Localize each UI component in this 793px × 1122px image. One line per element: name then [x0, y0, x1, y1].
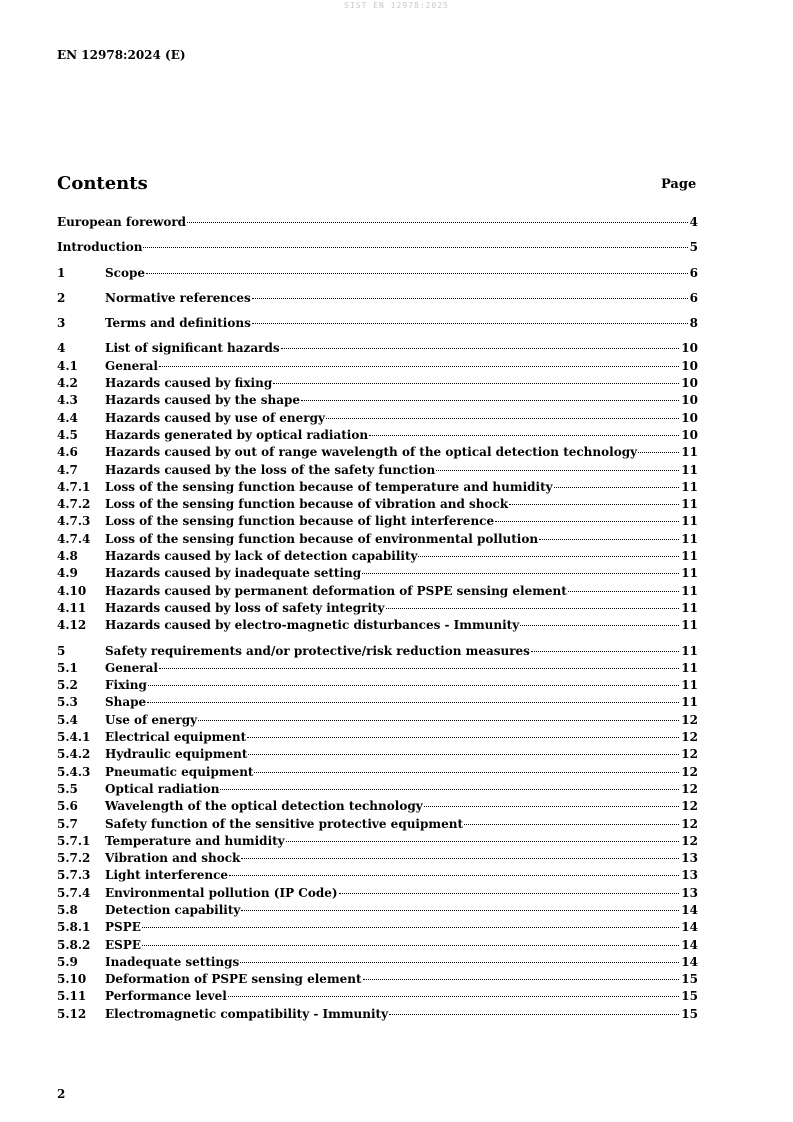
document-id: EN 12978:2024 (E) [57, 48, 186, 62]
toc-entry[interactable] [57, 531, 698, 548]
toc-entry-page: 10 [681, 393, 698, 408]
dot-leader [241, 910, 679, 911]
dot-leader [539, 539, 679, 540]
dot-leader [568, 591, 679, 592]
toc-entry-page: 11 [681, 514, 698, 529]
toc-entry[interactable] [57, 479, 698, 496]
page-number: 2 [57, 1087, 66, 1101]
toc-entry[interactable] [57, 902, 698, 919]
toc-entry[interactable] [57, 375, 698, 392]
toc-entry-page: 15 [681, 1006, 698, 1021]
toc-entry[interactable] [57, 410, 698, 427]
toc-entry-title: Hazards caused by lack of detection capability [105, 549, 418, 564]
toc-entry[interactable] [57, 971, 698, 988]
toc-entry-page: 14 [681, 937, 698, 952]
dot-leader [369, 435, 679, 436]
dot-leader [638, 452, 679, 453]
toc-entry[interactable] [57, 746, 698, 763]
toc-entry-title: Safety requirements and/or protective/risk reduction measures [105, 643, 530, 658]
dot-leader [146, 273, 688, 274]
toc-entry[interactable] [57, 712, 698, 729]
dot-leader [198, 720, 679, 721]
toc-entry-number: 5.4.3 [57, 764, 91, 779]
toc-entry-page: 14 [681, 920, 698, 935]
toc-entry-page: 13 [681, 885, 698, 900]
toc-entry-number: 4.8 [57, 549, 78, 564]
toc-entry-number: 4.10 [57, 583, 87, 598]
toc-entry[interactable] [57, 1006, 698, 1023]
toc-entry-number: 3 [57, 316, 66, 331]
toc-entry-number: 4.4 [57, 410, 78, 425]
toc-entry[interactable] [57, 988, 698, 1005]
toc-entry[interactable] [57, 239, 698, 256]
toc-entry-page: 11 [681, 600, 698, 615]
toc-entry-page: 12 [681, 747, 698, 762]
toc-entry-title: List of significant hazards [105, 341, 280, 356]
toc-entry-page: 11 [681, 643, 698, 658]
toc-entry-title: Hazards caused by use of energy [105, 410, 325, 425]
dot-leader [142, 945, 679, 946]
dot-leader [229, 875, 679, 876]
dot-leader [240, 962, 679, 963]
toc-entry-page: 10 [681, 358, 698, 373]
toc-entry[interactable] [57, 850, 698, 867]
toc-entry-number: 5.4.1 [57, 730, 91, 745]
dot-leader [252, 298, 688, 299]
toc-entry-page: 14 [681, 954, 698, 969]
toc-entry-page: 6 [689, 290, 698, 305]
toc-entry-title: Hazards caused by permanent deformation of PSPE sensing element [105, 583, 567, 598]
toc-entry-number: 5.8.2 [57, 937, 91, 952]
toc-entry-page: 11 [681, 549, 698, 564]
toc-entry-number: 5.3 [57, 695, 78, 710]
toc-entry[interactable] [57, 660, 698, 677]
toc-entry[interactable] [57, 885, 698, 902]
toc-entry-page: 13 [681, 851, 698, 866]
toc-entry-number: 1 [57, 265, 66, 280]
toc-entry-page: 10 [681, 341, 698, 356]
dot-leader [301, 400, 679, 401]
toc-entry-page: 12 [681, 816, 698, 831]
toc-entry-number: 2 [57, 290, 66, 305]
toc-entry-number: 5.10 [57, 972, 87, 987]
toc-entry-title: Optical radiation [105, 781, 220, 796]
toc-entry[interactable] [57, 781, 698, 798]
dot-leader [520, 625, 679, 626]
toc-entry-page: 10 [681, 376, 698, 391]
toc-entry-page: 11 [681, 479, 698, 494]
toc-entry-number: 4.12 [57, 618, 87, 633]
toc-entry-title: Detection capability [105, 902, 241, 917]
toc-entry-page: 12 [681, 799, 698, 814]
toc-entry-title: Hazards caused by the loss of the safety function [105, 462, 436, 477]
toc-entry-title: Performance level [105, 989, 227, 1004]
dot-leader [326, 418, 679, 419]
toc-entry[interactable] [57, 392, 698, 409]
toc-entry-number: 5.7.3 [57, 868, 91, 883]
toc-entry-title: Light interference [105, 868, 229, 883]
toc-entry-title: PSPE [105, 920, 141, 935]
toc-entry-page: 11 [681, 497, 698, 512]
toc-entry-title: Introduction [57, 240, 143, 255]
toc-entry-page: 10 [681, 427, 698, 442]
toc-entry-number: 4.7.4 [57, 531, 91, 546]
dot-leader [241, 858, 679, 859]
toc-entry-number: 5.7.1 [57, 833, 91, 848]
dot-leader [143, 247, 687, 248]
toc-entry-page: 15 [681, 972, 698, 987]
toc-entry[interactable] [57, 496, 698, 513]
dot-leader [247, 737, 679, 738]
toc-entry-page: 11 [681, 583, 698, 598]
toc-entry-number: 4.9 [57, 566, 78, 581]
toc-entry-title: Normative references [105, 290, 251, 305]
toc-entry-title: Hazards caused by the shape [105, 393, 301, 408]
toc-entry[interactable] [57, 677, 698, 694]
toc-entry-title: Loss of the sensing function because of temperature and humidity [105, 479, 553, 494]
toc-entry-number: 5.4 [57, 712, 78, 727]
toc-entry-number: 4.5 [57, 427, 78, 442]
contents-title: Contents [57, 173, 148, 194]
toc-entry-number: 5.8 [57, 902, 78, 917]
toc-entry-title: Environmental pollution (IP Code) [105, 885, 338, 900]
toc-entry-title: Hazards caused by loss of safety integrity [105, 600, 385, 615]
dot-leader [286, 841, 680, 842]
toc-entry-number: 5.7.4 [57, 885, 91, 900]
toc-entry[interactable] [57, 427, 698, 444]
dot-leader [159, 366, 679, 367]
toc-entry[interactable] [57, 617, 698, 634]
dot-leader [363, 979, 680, 980]
toc-entry-title: Hazards generated by optical radiation [105, 427, 369, 442]
toc-entry[interactable] [57, 764, 698, 781]
toc-entry-title: Temperature and humidity [105, 833, 285, 848]
dot-leader [273, 383, 679, 384]
toc-entry-page: 8 [689, 316, 698, 331]
dot-leader [424, 806, 680, 807]
toc-entry[interactable] [57, 315, 698, 332]
toc-entry-number: 4.6 [57, 445, 78, 460]
dot-leader [464, 824, 679, 825]
toc-entry[interactable] [57, 513, 698, 530]
toc-entry-page: 14 [681, 902, 698, 917]
toc-entry-title: General [105, 358, 158, 373]
toc-entry[interactable] [57, 833, 698, 850]
toc-entry[interactable] [57, 444, 698, 461]
toc-entry-page: 13 [681, 868, 698, 883]
toc-entry-page: 11 [681, 445, 698, 460]
dot-leader [495, 521, 679, 522]
toc-entry-title: Wavelength of the optical detection technology [105, 799, 423, 814]
toc-entry-title: Safety function of the sensitive protective equipment [105, 816, 463, 831]
table-of-contents [57, 214, 698, 1023]
dot-leader [252, 323, 688, 324]
toc-entry-number: 5.8.1 [57, 920, 91, 935]
toc-entry-title: Scope [105, 265, 146, 280]
dot-leader [187, 222, 688, 223]
toc-entry-page: 11 [681, 531, 698, 546]
toc-entry-title: European foreword [57, 215, 187, 229]
toc-entry-page: 5 [689, 240, 698, 255]
toc-entry[interactable] [57, 643, 698, 660]
watermark: SIST EN 12978:2025 [344, 1, 449, 10]
toc-entry[interactable] [57, 694, 698, 711]
toc-entry[interactable] [57, 290, 698, 307]
dot-leader [389, 1014, 679, 1015]
dot-leader [554, 487, 680, 488]
toc-entry-number: 5.12 [57, 1006, 87, 1021]
toc-entry-title: Electromagnetic compatibility - Immunity [105, 1006, 389, 1021]
toc-entry-page: 12 [681, 781, 698, 796]
toc-entry[interactable] [57, 729, 698, 746]
toc-entry[interactable] [57, 816, 698, 833]
toc-entry-title: Vibration and shock [105, 851, 241, 866]
toc-entry-title: Fixing [105, 678, 147, 693]
toc-entry[interactable] [57, 358, 698, 375]
dot-leader [531, 651, 679, 652]
toc-entry-page: 11 [681, 566, 698, 581]
dot-leader [436, 470, 679, 471]
toc-entry-title: Use of energy [105, 712, 198, 727]
toc-entry-number: 5.7 [57, 816, 78, 831]
toc-entry-title: Inadequate settings [105, 954, 240, 969]
toc-entry[interactable] [57, 548, 698, 565]
toc-entry-number: 5.5 [57, 781, 78, 796]
toc-entry-number: 4.11 [57, 600, 87, 615]
toc-entry-page: 12 [681, 730, 698, 745]
toc-entry[interactable] [57, 462, 698, 479]
toc-entry-page: 6 [689, 265, 698, 280]
toc-entry[interactable] [57, 954, 698, 971]
dot-leader [228, 996, 679, 997]
toc-entry-page: 12 [681, 764, 698, 779]
dot-leader [147, 702, 679, 703]
dot-leader [159, 668, 679, 669]
dot-leader [418, 556, 679, 557]
toc-entry-number: 4.7 [57, 462, 78, 477]
dot-leader [281, 348, 680, 349]
toc-entry-title: Terms and definitions [105, 316, 251, 331]
toc-entry-title: General [105, 660, 158, 675]
toc-entry[interactable] [57, 798, 698, 815]
toc-entry-number: 4 [57, 341, 66, 356]
dot-leader [254, 772, 679, 773]
toc-entry-number: 5.11 [57, 989, 87, 1004]
dot-leader [220, 789, 679, 790]
toc-entry-page: 15 [681, 989, 698, 1004]
dot-leader [248, 754, 679, 755]
dot-leader [148, 685, 679, 686]
toc-entry[interactable] [57, 919, 698, 936]
toc-entry-title: Electrical equipment [105, 730, 247, 745]
toc-entry[interactable] [57, 600, 698, 617]
dot-leader [339, 893, 680, 894]
toc-entry[interactable] [57, 265, 698, 282]
dot-leader [386, 608, 680, 609]
toc-entry-title: Hazards caused by electro-magnetic disturbances - Immunity [105, 618, 520, 633]
toc-entry[interactable] [57, 214, 698, 231]
toc-entry-number: 5.6 [57, 799, 78, 814]
toc-entry-page: 11 [681, 678, 698, 693]
toc-entry-title: ESPE [105, 937, 141, 952]
toc-entry[interactable] [57, 583, 698, 600]
toc-entry-number: 4.1 [57, 358, 78, 373]
toc-entry-title: Loss of the sensing function because of light interference [105, 514, 495, 529]
toc-entry-page: 11 [681, 660, 698, 675]
dot-leader [362, 573, 679, 574]
toc-entry-number: 4.2 [57, 376, 78, 391]
toc-entry-number: 4.3 [57, 393, 78, 408]
toc-entry-page: 12 [681, 833, 698, 848]
toc-entry-number: 4.7.3 [57, 514, 91, 529]
toc-entry-title: Loss of the sensing function because of vibration and shock [105, 497, 509, 512]
toc-entry-title: Hydraulic equipment [105, 747, 248, 762]
page-column-heading: Page [661, 177, 697, 192]
toc-entry-title: Shape [105, 695, 147, 710]
dot-leader [142, 927, 679, 928]
toc-entry-title: Hazards caused by fixing [105, 376, 273, 391]
toc-entry-title: Pneumatic equipment [105, 764, 254, 779]
toc-entry-title: Hazards caused by inadequate setting [105, 566, 362, 581]
toc-entry-title: Loss of the sensing function because of environmental pollution [105, 531, 539, 546]
toc-entry-number: 5.2 [57, 678, 78, 693]
toc-entry-page: 11 [681, 618, 698, 633]
toc-entry-number: 5 [57, 643, 66, 658]
toc-entry-title: Hazards caused by out of range wavelength of the optical detection technology [105, 445, 638, 460]
toc-entry[interactable] [57, 340, 698, 357]
toc-entry-number: 4.7.1 [57, 479, 91, 494]
dot-leader [509, 504, 679, 505]
toc-entry-page: 12 [681, 712, 698, 727]
toc-entry-page: 11 [681, 695, 698, 710]
toc-entry-page: 11 [681, 462, 698, 477]
toc-entry[interactable] [57, 565, 698, 582]
toc-entry-number: 5.1 [57, 660, 78, 675]
toc-entry-number: 5.7.2 [57, 851, 91, 866]
toc-entry-number: 5.9 [57, 954, 78, 969]
toc-entry-title: Deformation of PSPE sensing element [105, 972, 362, 987]
toc-entry-page: 4 [689, 215, 698, 229]
toc-entry-page: 10 [681, 410, 698, 425]
toc-entry-number: 5.4.2 [57, 747, 91, 762]
toc-entry[interactable] [57, 937, 698, 954]
toc-entry-number: 4.7.2 [57, 497, 91, 512]
toc-entry[interactable] [57, 867, 698, 884]
